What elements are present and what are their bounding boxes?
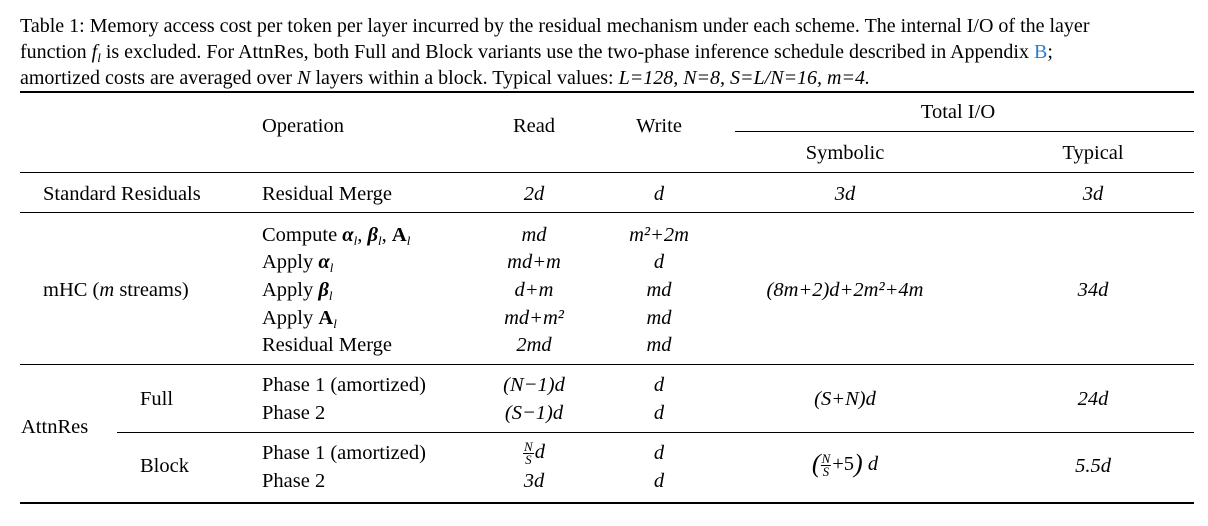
paren-close: )	[854, 449, 863, 478]
mhc-read-1: md	[521, 224, 547, 246]
mhc-read-3: d+m	[514, 279, 554, 301]
standard-op: Residual Merge	[262, 183, 392, 205]
mhc-label-math: m	[99, 279, 115, 301]
attnres-mid-rule	[117, 432, 1194, 433]
mhc-label-text: mHC (	[43, 279, 100, 301]
symbol-sub: l	[406, 233, 411, 248]
attnres-block-label: Block	[140, 455, 189, 477]
header-typical: Typical	[1062, 142, 1124, 164]
mhc-op-compute: Compute $\alpha_l$, $\beta_l$, $A_l$	[262, 224, 411, 248]
header-read: Read	[512, 115, 556, 137]
attnres-full-typical: 24d	[1077, 388, 1109, 410]
symbol-sub: l	[329, 260, 334, 275]
caption-line-1: Table 1: Memory access cost per token per layer incurred by the residual mechanism under each scheme. The internal I/O of the layer	[20, 15, 1090, 37]
header-total-io: Total I/O	[920, 101, 996, 123]
standard-label: Standard Residuals	[43, 183, 201, 205]
standard-typical: 3d	[1082, 183, 1104, 205]
header-symbolic: Symbolic	[805, 142, 885, 164]
caption-text: layers within a block. Typical values:	[310, 67, 619, 89]
mhc-label-text: streams)	[114, 279, 189, 301]
mhc-label	[43, 278, 189, 302]
attnres-block-typical: 5.5d	[1075, 455, 1111, 477]
a-symbol: A	[391, 224, 407, 246]
symbolic-tail: +5	[832, 453, 855, 475]
beta-symbol: β	[367, 224, 379, 246]
header-operation: Operation	[262, 115, 344, 137]
caption-math: L=128, N=8, S=L/N=16, m=4.	[618, 67, 870, 89]
paren-open: (	[811, 449, 821, 478]
fraction	[523, 438, 534, 467]
mhc-op-apply-alpha	[262, 250, 333, 274]
op-text: Apply	[262, 251, 314, 273]
fraction	[821, 450, 832, 479]
mhc-op-apply-beta	[262, 278, 333, 302]
standard-write: d	[653, 183, 665, 205]
caption-text: ;	[1047, 41, 1053, 63]
mhc-read-4: md+m²	[504, 307, 564, 329]
caption-math: f	[91, 41, 98, 63]
caption-text: is excluded. For AttnRes, both Full and Block variants use the two-phase inference schedule described in Appendix	[100, 41, 1034, 63]
caption-text: amortized costs are averaged over	[20, 67, 298, 89]
symbol-sub: l	[333, 316, 337, 331]
total-io-rule	[735, 131, 1194, 132]
mhc-op-merge: Residual Merge	[262, 334, 392, 356]
mhc-write-1: m²+2m	[629, 224, 689, 246]
attnres-full-op-2: Phase 2	[262, 402, 326, 424]
standard-rule	[20, 212, 1194, 213]
caption-math: N	[297, 67, 311, 89]
a-symbol: A	[318, 307, 334, 329]
alpha-symbol: α	[318, 251, 330, 273]
mhc-symbolic: (8m+2)d+2m²+4m	[766, 279, 924, 301]
mhc-op-apply-a	[262, 306, 337, 330]
attnres-block-write-2: d	[653, 470, 665, 492]
attnres-label: AttnRes	[21, 416, 89, 438]
mhc-write-5: md	[646, 334, 672, 356]
attnres-full-op-1: Phase 1 (amortized)	[262, 374, 426, 396]
header-write: Write	[636, 115, 682, 137]
op-text: Apply	[262, 279, 314, 301]
standard-symbolic: 3d	[834, 183, 856, 205]
fraction-num: N	[821, 450, 831, 466]
op-text: Apply	[262, 307, 314, 329]
fraction-den: S	[525, 451, 532, 467]
bottom-rule	[20, 502, 1194, 504]
attnres-block-op-2: Phase 2	[262, 470, 326, 492]
fraction-num: N	[524, 438, 533, 454]
attnres-full-symbolic: (S+N)d	[814, 388, 876, 410]
read-tail: d	[534, 441, 545, 463]
header-rule	[20, 172, 1194, 173]
caption-line-2	[20, 39, 1196, 65]
symbol-sub: l	[378, 233, 382, 248]
top-rule	[20, 91, 1194, 93]
attnres-full-write-2: d	[653, 402, 665, 424]
attnres-block-read-2: 3d	[523, 470, 545, 492]
mhc-write-2: d	[653, 251, 665, 273]
attnres-full-read-2: (S−1)d	[504, 402, 564, 424]
symbol-sub: l	[328, 288, 333, 303]
caption-math-sub: l	[97, 50, 101, 65]
attnres-full-label: Full	[140, 388, 174, 410]
mhc-rule	[20, 364, 1194, 365]
alpha-symbol: α	[342, 224, 354, 246]
symbol-sub: l	[353, 233, 358, 248]
fraction-den: S	[822, 463, 830, 479]
caption-text: function	[20, 41, 92, 63]
appendix-link[interactable]: B	[1033, 41, 1048, 63]
attnres-block-read-1	[523, 440, 545, 466]
mhc-read-2: md+m	[507, 251, 561, 273]
symbolic-end: d	[867, 453, 879, 475]
mhc-read-5: 2md	[516, 334, 552, 356]
attnres-block-symbolic	[811, 449, 879, 479]
caption-line-3	[20, 65, 1196, 91]
table-caption	[20, 13, 1196, 91]
op-text: Compute	[262, 224, 338, 246]
attnres-full-write-1: d	[653, 374, 665, 396]
attnres-full-read-1: (N−1)d	[503, 374, 565, 396]
mhc-typical: 34d	[1077, 279, 1109, 301]
standard-read: 2d	[523, 183, 545, 205]
mhc-write-4: md	[646, 307, 672, 329]
attnres-block-write-1: d	[653, 442, 665, 464]
attnres-block-op-1: Phase 1 (amortized)	[262, 442, 426, 464]
beta-symbol: β	[318, 279, 329, 301]
mhc-write-3: md	[646, 279, 672, 301]
